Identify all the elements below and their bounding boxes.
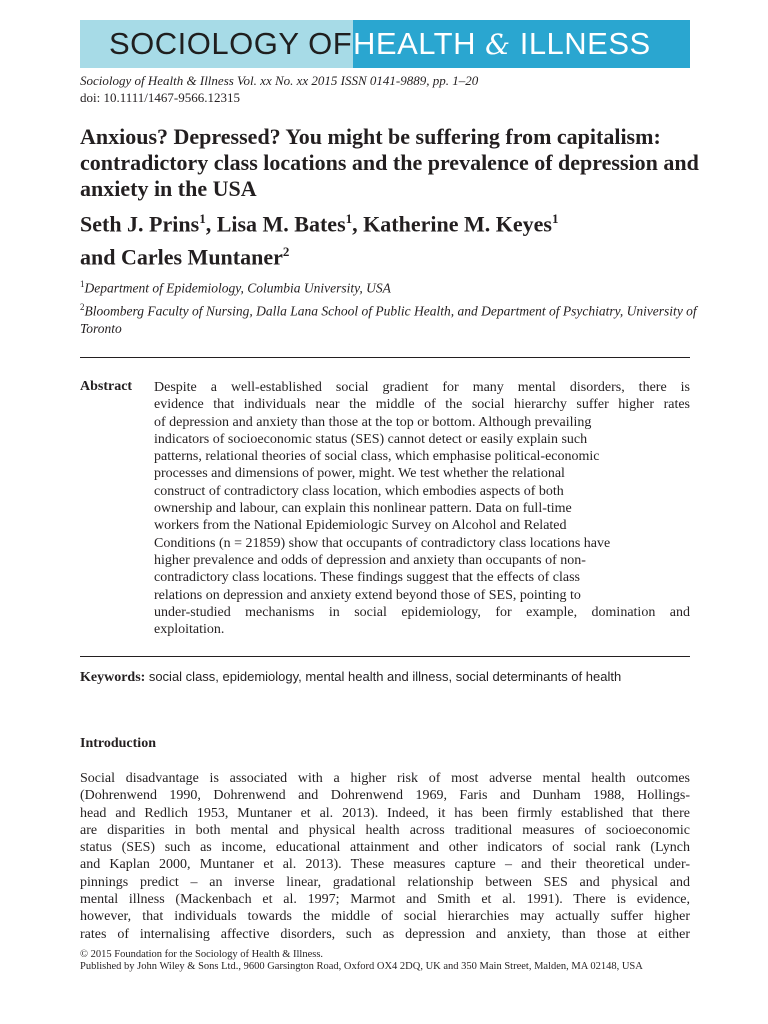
abstract-line: contradictory class locations. These findings suggest that the effects of class [154,570,580,586]
section-heading: Introduction [80,736,156,751]
abstract-line: processes and dimensions of power, might. We test whether the relational [154,466,565,482]
body-line: pinnings predict – an inverse linear, gradational relationship between SES and physical and [80,874,690,890]
abstract-line: evidence that individuals near the middle of the social hierarchy suffer higher rates [154,397,690,413]
doi-line: doi: 10.1111/1467-9566.12315 [80,90,240,105]
abstract-line: Conditions (n = 21859) show that occupants of contradictory class locations have [154,535,611,551]
author-affiliation-marker: 1 [345,211,353,226]
abstract-top-divider [80,357,690,358]
page-footer [80,949,700,973]
abstract-text [154,379,690,638]
abstract-line: indicators of socioeconomic status (SES) cannot detect or easily explain such [154,431,588,447]
body-line: (Dohrenwend 1990, Dohrenwend and Dohrenwend 1969, Faris and Dunham 1988, Hollings- [80,788,690,804]
author-affiliation-marker: 2 [282,244,290,260]
affiliation-text: Department of Epidemiology, Columbia University, USA [84,280,391,296]
keywords-values: social class, epidemiology, mental health and illness, social determinants of health [148,669,622,684]
author-name: and Carles Muntaner [80,244,283,270]
author-list [80,205,700,272]
introduction-text [80,770,690,943]
body-line: however, that individuals towards the middle of social hierarchies may actually suffer higher [80,909,690,925]
keywords-divider [80,656,690,657]
author-name: Seth J. Prins [80,211,200,237]
author-name: Katherine M. Keyes [363,211,552,237]
abstract-line: patterns, relational theories of social class, which emphasise political-economic [154,449,600,465]
journal-banner [80,20,690,68]
author-separator: , [352,211,364,237]
body-line: rates of internalising affective disorders, such as depression and anxiety, than those at either [80,926,690,942]
keywords [80,668,621,686]
author-name: Lisa M. Bates [216,211,346,237]
abstract-line: relations on depression and anxiety extend beyond those of SES, pointing to [154,587,581,603]
affiliation-item [80,275,700,298]
body-line: are disparities in both mental and physical health across traditional measures of socioeconomic [80,822,690,838]
banner-illness: ILLNESS [519,26,651,61]
abstract-line: Despite a well-established social gradient for many mental disorders, there is [154,380,690,395]
abstract-line: exploitation. [154,622,225,638]
body-line: status (SES) such as income, educational attainment and other indicators of social rank (Lynch [80,840,690,856]
author-separator: , [205,211,217,237]
abstract-label: Abstract [80,379,133,394]
banner-right [353,20,690,68]
abstract-line: of depression and anxiety than those at the top or bottom. Although prevailing [154,414,592,430]
affiliation-number: 1 [80,279,85,289]
body-line: mental illness (Mackenbach et al. 1997; Marmot and Smith et al. 1991). There is evidence, [80,892,690,908]
abstract-line: under-studied mechanisms in social epidemiology, for example, domination and [154,604,690,620]
body-line: and Kaplan 2000, Muntaner et al. 2013). These measures capture – and their theoretical under- [80,857,690,873]
abstract-line: construct of contradictory class location, which embodies aspects of both [154,483,564,499]
affiliations [80,275,700,338]
keywords-label: Keywords: [80,670,146,685]
author-affiliation-marker: 1 [199,211,206,226]
banner-sociology-of: SOCIOLOGY OF [109,26,353,61]
banner-health: HEALTH [353,26,477,61]
affiliation-text: Bloomberg Faculty of Nursing, Dalla Lana School of Public Health, and Department of Psychiatry, University of Toronto [80,303,697,336]
publisher-info: Published by John Wiley & Sons Ltd., 9600 Garsington Road, Oxford OX4 2DQ, UK and 350 Main Street, Malden, MA 02148, USA [80,961,643,972]
banner-left [80,20,353,68]
journal-citation: Sociology of Health & Illness Vol. xx No. xx 2015 ISSN 0141-9889, pp. 1–20 [80,73,479,88]
author-affiliation-marker: 1 [551,211,559,226]
body-line: Social disadvantage is associated with a higher risk of most adverse mental health outcomes [80,771,690,786]
abstract-line: ownership and labour, can explain this nonlinear pattern. Data on full-time [154,501,572,517]
affiliation-number: 2 [80,301,85,312]
abstract-line: higher prevalence and odds of depression and anxiety than occupants of non- [154,552,586,568]
affiliation-item [80,298,700,339]
copyright-notice: © 2015 Foundation for the Sociology of Health & Illness. [80,949,324,960]
article-title: Anxious? Depressed? You might be suffering from capitalism: contradictory class locations and the prevalence of depression and anxiety in the USA [80,124,699,201]
body-line: head and Redlich 1953, Muntaner et al. 2013). Indeed, it has been firmly established that there [80,805,690,821]
abstract-line: workers from the National Epidemiologic Survey on Alcohol and Related [154,518,567,534]
banner-ampersand: & [485,28,511,61]
